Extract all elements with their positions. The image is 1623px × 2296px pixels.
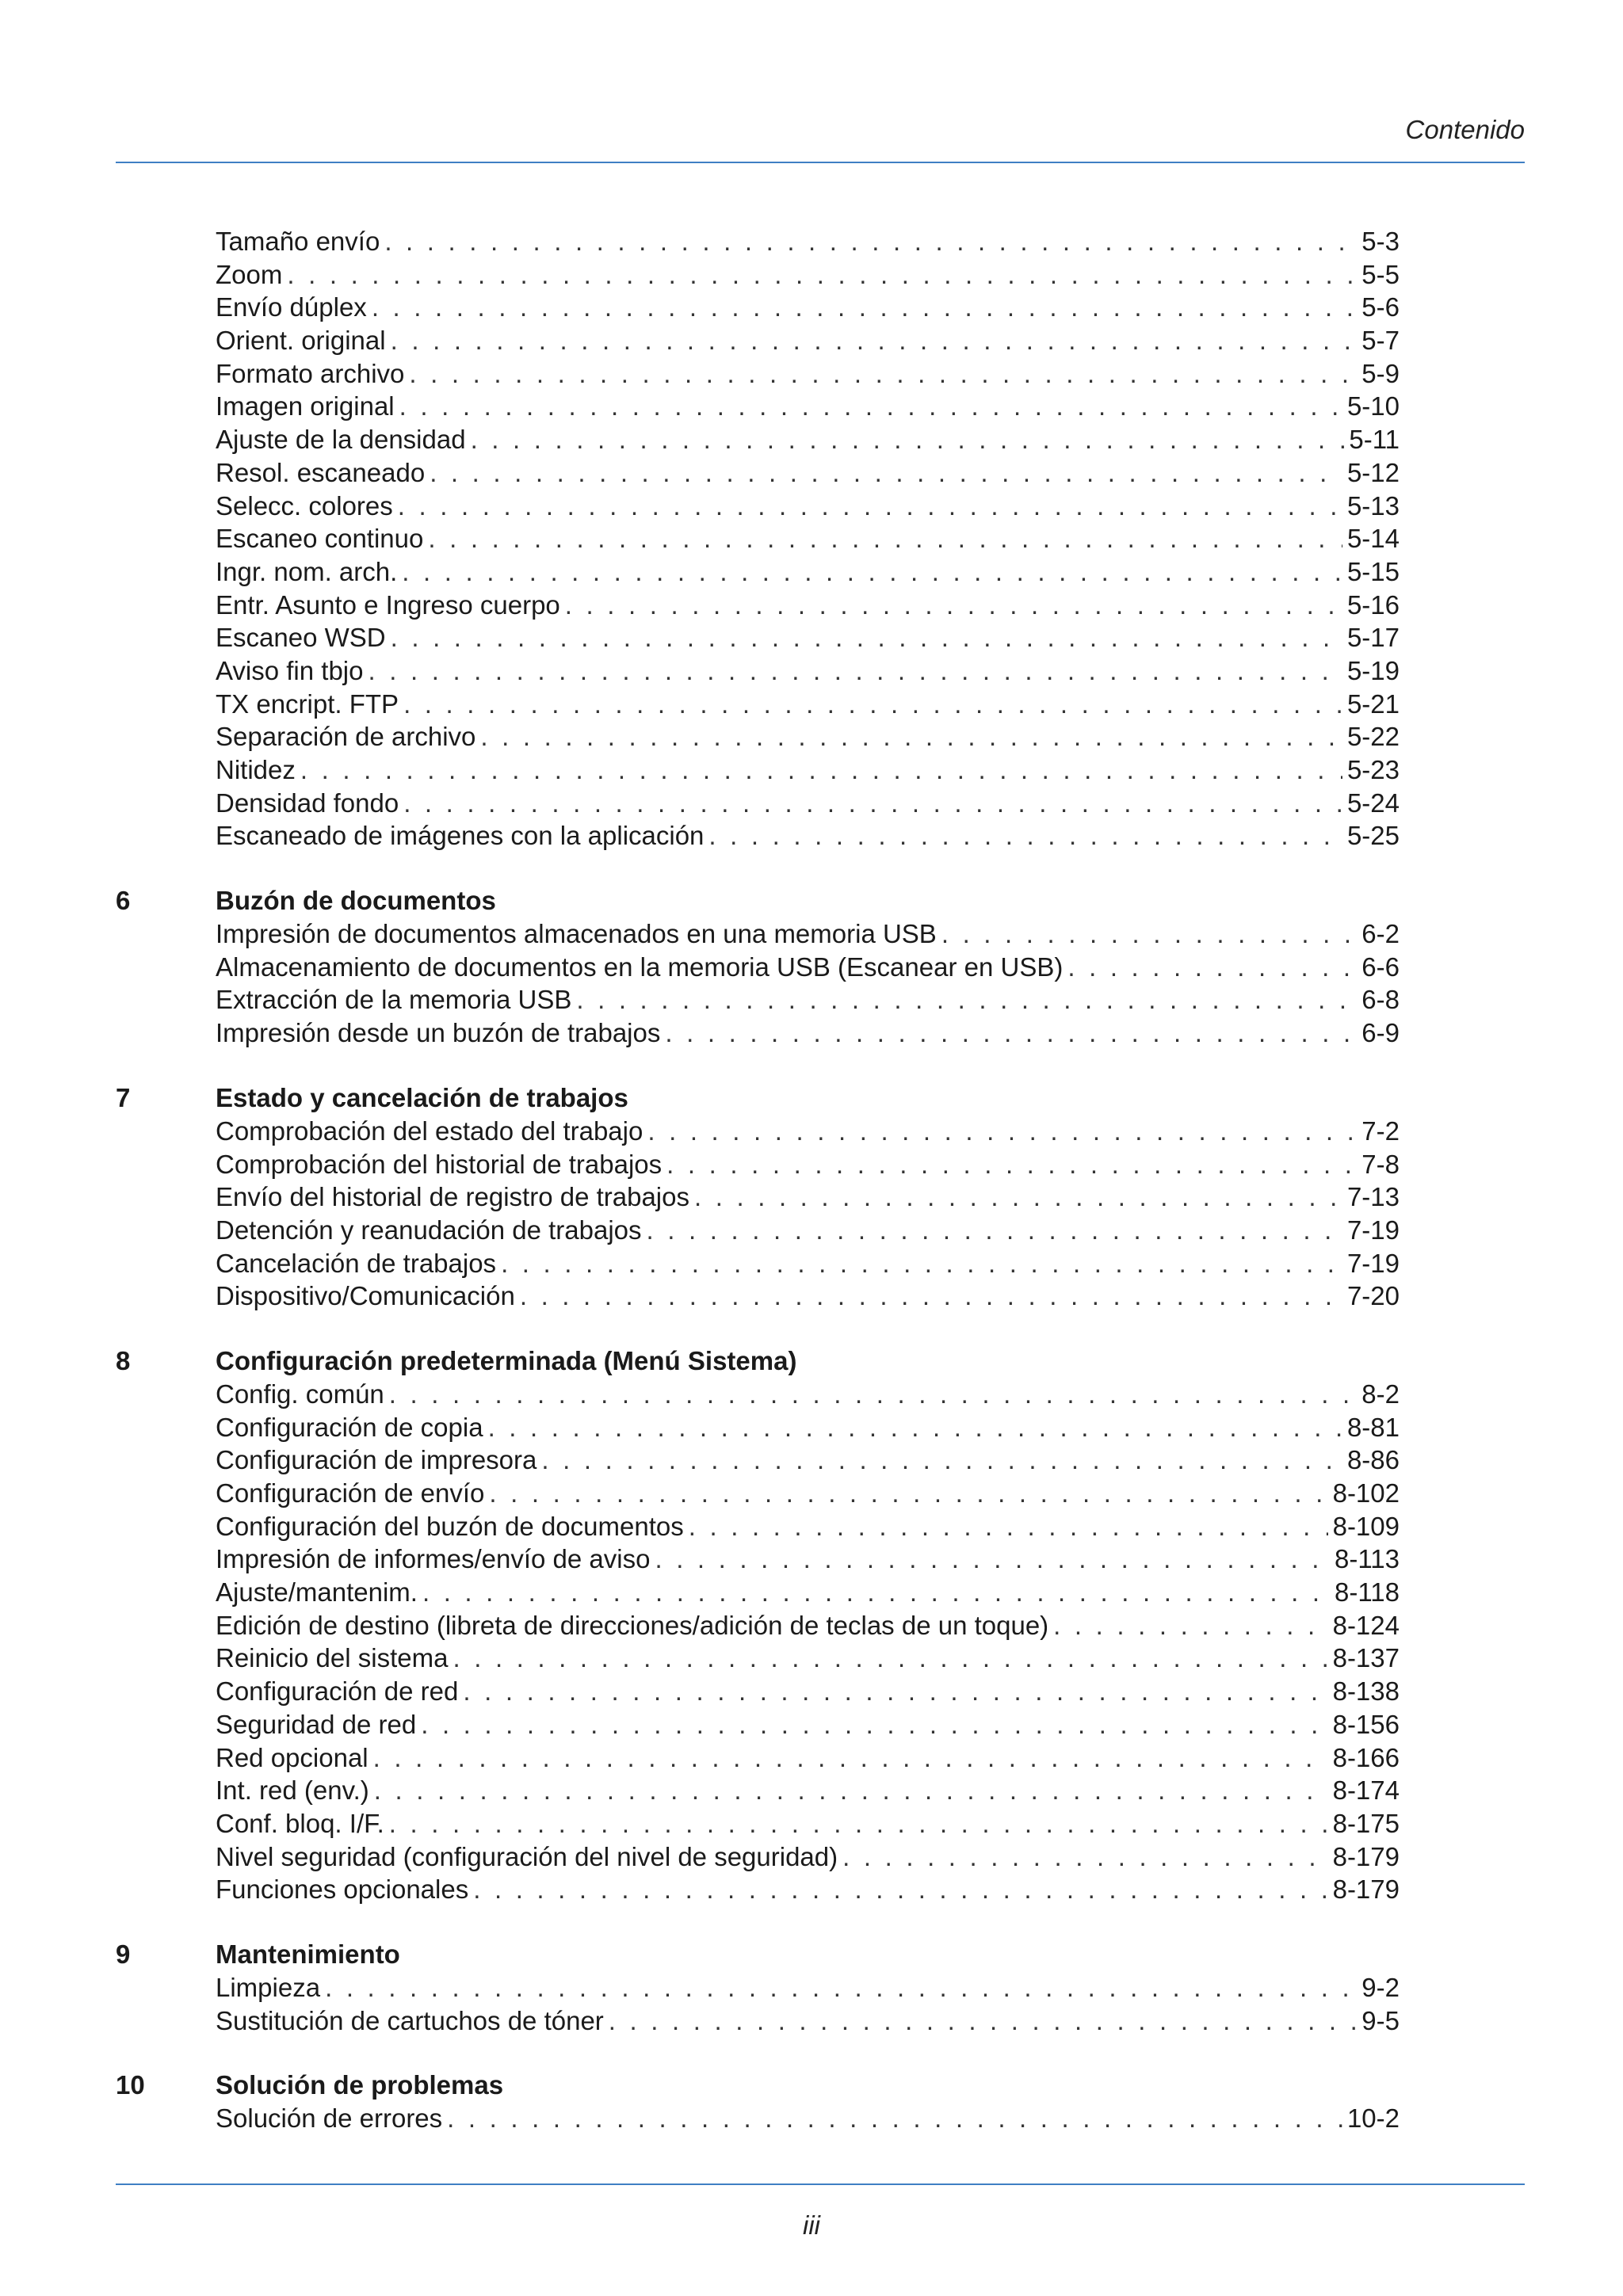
chapter-title: Mantenimiento [216,1939,400,1969]
toc-entry-page: 5-10 [1346,391,1400,421]
toc-entry-label: Detención y reanudación de trabajos [216,1215,642,1245]
toc-entry-label: Dispositivo/Comunicación [216,1281,515,1311]
toc-entry-page: 5-9 [1361,358,1400,388]
toc-entry-page: 6-9 [1361,1018,1400,1048]
toc-entry[interactable] [116,1774,1400,1807]
dot-leader [480,720,1342,753]
toc-entry-page: 10-2 [1346,2103,1400,2134]
toc-entry-label: Selecc. colores [216,490,393,521]
toc-entry-page: 5-15 [1346,556,1400,586]
toc-entry-label: Envío del historial de registro de trabajos [216,1182,689,1212]
toc-entry[interactable] [116,819,1400,852]
dot-leader [941,917,1357,951]
toc-entry-page: 8-118 [1335,1577,1400,1608]
toc-entry-label: Seguridad de red [216,1709,417,1739]
dot-leader [373,1741,1328,1775]
chapter-title: Estado y cancelación de trabajos [216,1082,628,1112]
dot-leader [501,1247,1342,1280]
toc-entry-page: 9-2 [1361,1972,1400,2002]
toc-entry-label: Impresión desde un buzón de trabajos [216,1018,661,1048]
toc-entry-page: 8-124 [1332,1610,1400,1640]
toc-entry-page: 6-6 [1361,952,1400,982]
dot-leader [399,390,1342,423]
toc-entry[interactable] [116,1510,1400,1543]
chapter-heading[interactable] [116,1938,1400,1971]
toc-entry[interactable] [116,258,1400,292]
toc-entry-label: Impresión de informes/envío de aviso [216,1544,651,1574]
toc-entry-page: 8-175 [1332,1808,1400,1838]
toc-entry-page: 5-13 [1346,490,1400,521]
dot-leader [287,258,1357,292]
toc-entry[interactable] [116,1280,1400,1313]
chapter-heading[interactable] [116,2069,1400,2102]
toc-entry-label: Zoom [216,259,283,289]
dot-leader [453,1642,1327,1675]
toc-entry[interactable] [116,357,1400,391]
dot-leader [471,423,1345,456]
dot-leader [489,1477,1327,1510]
chapter-section [116,1081,1400,1313]
page-number: iii [803,2210,820,2240]
toc-entry-page: 5-17 [1346,623,1400,653]
toc-entry[interactable] [116,951,1400,984]
continued-entries [116,225,1400,852]
chapter-title: Configuración predeterminada (Menú Sistema) [216,1345,797,1375]
toc-entry[interactable] [116,720,1400,753]
toc-entry[interactable] [116,1576,1400,1609]
toc-entry-label: Ajuste/mantenim. [216,1577,418,1608]
toc-entry-page: 6-8 [1361,985,1400,1015]
toc-entry-page: 8-156 [1332,1709,1400,1739]
toc-entry-label: Solución de errores [216,2103,443,2134]
toc-entry[interactable] [116,1609,1400,1642]
toc-entry-page: 7-13 [1346,1182,1400,1212]
toc-entry-page: 8-2 [1361,1379,1400,1409]
toc-entry[interactable] [116,1411,1400,1444]
table-of-contents [116,225,1400,2135]
toc-entry[interactable] [116,490,1400,523]
toc-entry[interactable] [116,1708,1400,1741]
chapter-number: 9 [116,1939,131,1969]
dot-leader [403,787,1342,820]
dot-leader [647,1214,1342,1247]
chapter-number: 6 [116,886,131,916]
dot-leader [463,1675,1327,1708]
toc-entry-page: 5-14 [1346,524,1400,554]
toc-entry[interactable] [116,1971,1400,2004]
toc-entry-page: 8-166 [1332,1742,1400,1772]
toc-entry-page: 8-81 [1346,1412,1400,1442]
toc-entry[interactable] [116,1180,1400,1214]
toc-entry[interactable] [116,1807,1400,1840]
toc-entry-page: 8-102 [1332,1478,1400,1508]
toc-entry-label: Nivel seguridad (configuración del nivel de seguridad) [216,1841,838,1871]
toc-entry-label: Extracción de la memoria USB [216,985,572,1015]
toc-entry-page: 5-5 [1361,259,1400,289]
toc-entry-label: Configuración de copia [216,1412,483,1442]
dot-leader [384,225,1357,258]
toc-entry-label: Configuración de envío [216,1478,485,1508]
toc-entry[interactable] [116,688,1400,721]
toc-entry[interactable] [116,589,1400,622]
dot-leader [421,1708,1327,1741]
toc-entry[interactable] [116,390,1400,423]
toc-entry[interactable] [116,917,1400,951]
dot-leader [689,1510,1328,1543]
toc-entry[interactable] [116,522,1400,555]
dot-leader [842,1840,1327,1874]
dot-leader [488,1411,1342,1444]
toc-entry-page: 5-16 [1346,589,1400,620]
dot-leader [520,1280,1342,1313]
header-rule [116,162,1525,163]
toc-entry-label: Comprobación del estado del trabajo [216,1116,643,1146]
toc-entry-page: 7-19 [1346,1215,1400,1245]
dot-leader [374,1774,1328,1807]
toc-entry-label: Separación de archivo [216,722,476,752]
toc-entry-label: Escaneo WSD [216,623,386,653]
chapter-section [116,2069,1400,2135]
dot-leader [708,819,1342,852]
dot-leader [1067,951,1357,984]
toc-entry[interactable] [116,1741,1400,1775]
dot-leader [391,621,1342,654]
dot-leader [422,1576,1330,1609]
toc-entry-label: Conf. bloq. I/F. [216,1808,384,1838]
toc-entry-page: 5-12 [1346,457,1400,487]
dot-leader [609,2004,1358,2038]
toc-entry-label: Int. red (env.) [216,1775,369,1806]
chapter-heading[interactable] [116,1081,1400,1115]
toc-entry-label: Aviso fin tbjo [216,655,364,685]
toc-entry[interactable] [116,324,1400,357]
toc-entry[interactable] [116,2102,1400,2135]
toc-entry-label: Configuración del buzón de documentos [216,1511,684,1541]
toc-entry-page: 8-179 [1332,1841,1400,1871]
dot-leader [369,654,1342,688]
dot-leader [576,983,1357,1016]
toc-entry-label: Configuración de impresora [216,1445,537,1475]
toc-entry[interactable] [116,1543,1400,1576]
toc-entry-label: Ingr. nom. arch. [216,556,398,586]
toc-entry-page: 5-23 [1346,755,1400,784]
toc-entry-page: 5-19 [1346,655,1400,685]
toc-entry-page: 8-179 [1332,1875,1400,1905]
toc-entry[interactable] [116,423,1400,456]
chapter-number: 8 [116,1345,131,1375]
chapter-list [116,884,1400,2135]
dot-leader [428,522,1342,555]
toc-entry[interactable] [116,456,1400,490]
toc-entry-label: Config. común [216,1379,384,1409]
toc-entry[interactable] [116,1444,1400,1477]
toc-entry-label: Funciones opcionales [216,1875,469,1905]
dot-leader [389,1378,1358,1411]
toc-entry[interactable] [116,225,1400,258]
toc-entry-label: Orient. original [216,326,386,356]
toc-entry-page: 8-86 [1346,1445,1400,1475]
toc-entry[interactable] [116,1214,1400,1247]
dot-leader [402,555,1342,589]
toc-entry[interactable] [116,555,1400,589]
toc-entry[interactable] [116,1873,1400,1906]
toc-entry-label: Sustitución de cartuchos de tóner [216,2005,604,2035]
toc-entry-page: 8-113 [1335,1544,1400,1574]
chapter-number: 7 [116,1082,131,1112]
toc-entry[interactable] [116,1477,1400,1510]
toc-entry-page: 7-2 [1361,1116,1400,1146]
toc-entry-page: 5-6 [1361,292,1400,322]
toc-entry-page: 7-19 [1346,1248,1400,1278]
toc-entry-label: Envío dúplex [216,292,367,322]
toc-entry-label: Limpieza [216,1972,321,2002]
dot-leader [447,2102,1342,2135]
toc-entry-label: Tamaño envío [216,227,380,256]
toc-entry[interactable] [116,1247,1400,1280]
toc-entry-page: 8-137 [1332,1643,1400,1673]
running-header: Contenido [1405,115,1525,144]
dot-leader [372,291,1357,324]
toc-entry[interactable] [116,1840,1400,1874]
chapter-title: Solución de problemas [216,2070,504,2100]
toc-entry-page: 5-25 [1346,821,1400,851]
toc-entry-label: Reinicio del sistema [216,1643,449,1673]
toc-entry-label: Nitidez [216,755,296,784]
toc-entry-page: 8-109 [1332,1511,1400,1541]
toc-entry[interactable] [116,787,1400,820]
dot-leader [565,589,1342,622]
toc-entry[interactable] [116,1378,1400,1411]
dot-leader [655,1543,1330,1576]
dot-leader [647,1115,1357,1148]
chapter-heading[interactable] [116,1344,1400,1378]
dot-leader [430,456,1342,490]
toc-entry-label: Escaneado de imágenes con la aplicación [216,821,705,851]
dot-leader [300,753,1342,787]
chapter-number: 10 [116,2070,145,2100]
toc-entry[interactable] [116,654,1400,688]
dot-leader [1053,1609,1327,1642]
toc-entry-page: 5-7 [1361,326,1400,356]
toc-entry-page: 6-2 [1361,919,1400,949]
chapter-section [116,1344,1400,1906]
dot-leader [389,1807,1328,1840]
toc-entry[interactable] [116,291,1400,324]
toc-entry-page: 5-21 [1346,688,1400,719]
dot-leader [403,688,1342,721]
toc-entry-label: Edición de destino (libreta de direcciones/adición de teclas de un toque) [216,1610,1049,1640]
toc-entry[interactable] [116,753,1400,787]
toc-entry-page: 5-3 [1361,227,1400,256]
toc-entry-page: 8-138 [1332,1676,1400,1707]
toc-entry[interactable] [116,621,1400,654]
dot-leader [325,1971,1357,2004]
toc-entry-label: Red opcional [216,1742,369,1772]
toc-entry-page: 8-174 [1332,1775,1400,1806]
dot-leader [665,1016,1357,1050]
toc-entry-page: 5-11 [1349,425,1400,455]
toc-entry-page: 9-5 [1361,2005,1400,2035]
toc-entry-label: TX encript. FTP [216,688,399,719]
toc-entry-label: Formato archivo [216,358,405,388]
footer-rule [116,2183,1525,2185]
toc-entry-label: Comprobación del historial de trabajos [216,1149,663,1179]
toc-entry-page: 7-20 [1346,1281,1400,1311]
dot-leader [391,324,1358,357]
toc-entry[interactable] [116,1642,1400,1675]
dot-leader [473,1873,1327,1906]
toc-entry[interactable] [116,983,1400,1016]
toc-entry-label: Entr. Asunto e Ingreso cuerpo [216,589,560,620]
dot-leader [409,357,1357,391]
toc-entry-label: Almacenamiento de documentos en la memoria USB (Escanear en USB) [216,952,1064,982]
toc-entry-label: Imagen original [216,391,395,421]
dot-leader [541,1444,1342,1477]
toc-entry-label: Resol. escaneado [216,457,426,487]
chapter-section [116,884,1400,1050]
toc-entry[interactable] [116,1016,1400,1050]
toc-entry[interactable] [116,1148,1400,1181]
dot-leader [398,490,1342,523]
toc-entry-page: 5-22 [1346,722,1400,752]
toc-entry-label: Escaneo continuo [216,524,424,554]
chapter-section [116,1938,1400,2037]
toc-entry[interactable] [116,2004,1400,2038]
dot-leader [694,1180,1342,1214]
dot-leader [666,1148,1357,1181]
toc-entry-page: 5-24 [1346,788,1400,818]
chapter-heading[interactable] [116,884,1400,917]
toc-entry-label: Configuración de red [216,1676,459,1707]
toc-entry-label: Cancelación de trabajos [216,1248,497,1278]
toc-entry-page: 7-8 [1361,1149,1400,1179]
toc-entry[interactable] [116,1115,1400,1148]
toc-entry-label: Impresión de documentos almacenados en una memoria USB [216,919,937,949]
toc-entry-label: Densidad fondo [216,788,399,818]
chapter-title: Buzón de documentos [216,886,496,916]
toc-entry-label: Ajuste de la densidad [216,425,466,455]
toc-entry[interactable] [116,1675,1400,1708]
